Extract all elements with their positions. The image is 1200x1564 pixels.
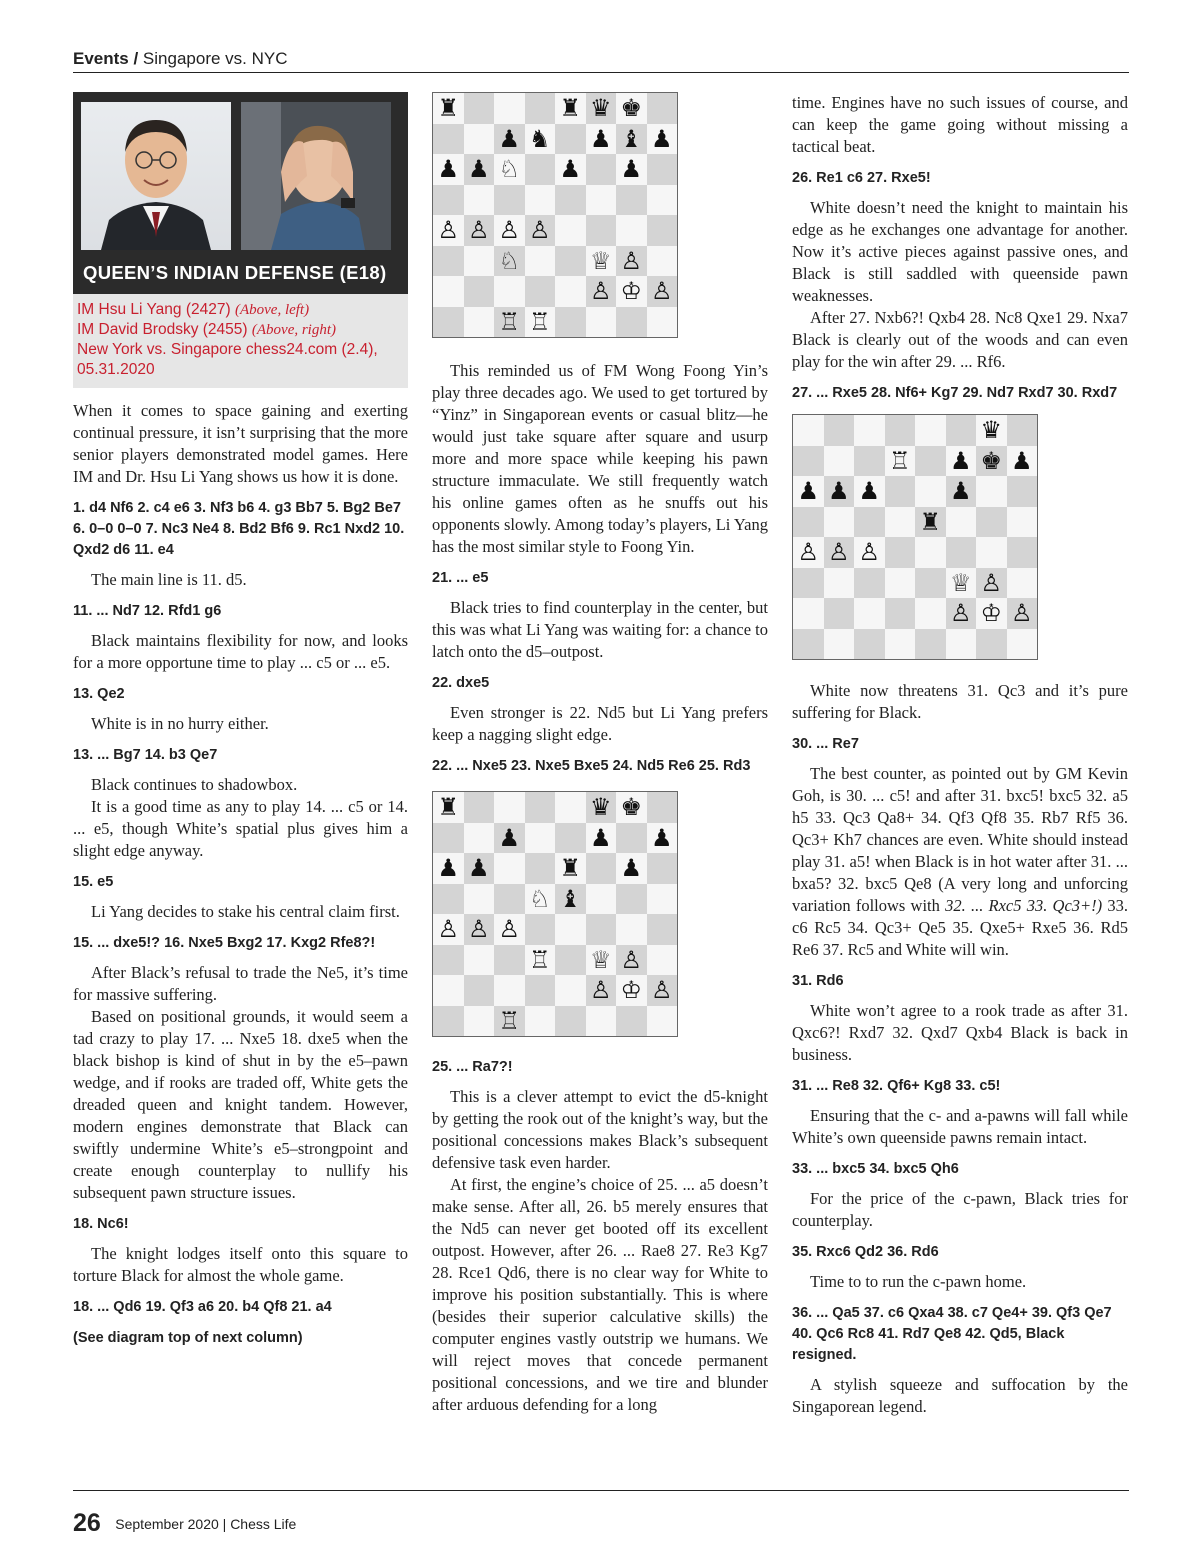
- black-pawn-icon: ♟: [555, 154, 586, 185]
- black-knight-icon: ♞: [525, 124, 556, 155]
- white-queen-icon: ♕: [586, 945, 617, 976]
- board-square: [586, 307, 617, 338]
- white-pawn-icon: ♙: [616, 945, 647, 976]
- board-square: [854, 629, 885, 660]
- move-text: 11. ... Nd7 12. Rfd1 g6: [73, 603, 222, 619]
- white-pawn-icon: ♙: [464, 215, 495, 246]
- board-square: [647, 853, 678, 884]
- black-pawn-icon: ♟: [647, 124, 678, 155]
- photo-hsu-li-yang: [81, 102, 231, 250]
- board-square: [793, 568, 824, 599]
- header-section: Events /: [73, 49, 139, 68]
- white-queen-icon: ♕: [946, 568, 977, 599]
- board-square: [1007, 415, 1038, 446]
- board-square: [616, 1006, 647, 1037]
- board-square: [525, 792, 556, 823]
- black-queen-icon: ♛: [976, 415, 1007, 446]
- board-square: [647, 215, 678, 246]
- board-square: [464, 276, 495, 307]
- move-text: 18. ... Qd6 19. Qf3 a6 20. b4 Qf8 21. a4: [73, 1299, 332, 1315]
- board-square: [885, 537, 916, 568]
- board-square: [824, 415, 855, 446]
- white-pawn-icon: ♙: [433, 914, 464, 945]
- board-square: [647, 792, 678, 823]
- black-rook-icon: ♜: [555, 93, 586, 124]
- board-square: [494, 884, 525, 915]
- black-pawn-icon: ♟: [824, 476, 855, 507]
- black-pawn-icon: ♟: [793, 476, 824, 507]
- board-square: [854, 446, 885, 477]
- board-square: [854, 415, 885, 446]
- board-square: [824, 598, 855, 629]
- board-square: [464, 307, 495, 338]
- board-square: [494, 945, 525, 976]
- board-square: [946, 629, 977, 660]
- variation-text-end: 33. c6 Rc5 34. Qc3+ Qe5 35. Qxe5+ Rxe5 36. Rd5 Re6 37. Rc5 and White will win.: [792, 896, 1129, 959]
- diagram-reference: (See diagram top of next column): [73, 1330, 303, 1346]
- board-square: [946, 415, 977, 446]
- chess-diagram-move-30: [792, 414, 1038, 660]
- board-square: [464, 792, 495, 823]
- board-square: [525, 823, 556, 854]
- white-pawn-icon: ♙: [525, 215, 556, 246]
- player-photo-panel: [73, 92, 408, 294]
- white-king-icon: ♔: [616, 276, 647, 307]
- board-square: [647, 914, 678, 945]
- variation-italic: 32. ... Rxc5 33. Qc3+!): [945, 896, 1103, 915]
- paragraph: time. Engines have no such issues of course, and can keep the game going without missing a tactical beat.: [792, 93, 1128, 156]
- black-king-icon: ♚: [616, 792, 647, 823]
- board-square: [1007, 568, 1038, 599]
- paragraph: Black tries to find counterplay in the center, but this was what Li Yang was waiting for: a chance to latch onto the d5–outpost.: [432, 598, 768, 661]
- board-square: [433, 945, 464, 976]
- black-pawn-icon: ♟: [586, 124, 617, 155]
- black-pawn-icon: ♟: [946, 476, 977, 507]
- black-pawn-icon: ♟: [494, 124, 525, 155]
- paragraph: After 27. Nxb6?! Qxb4 28. Nc8 Qxe1 29. Nxa7 Black is clearly out of the woods and can even play for the win after 29. ... Rf6.: [792, 308, 1128, 371]
- paragraph: Based on positional grounds, it would seem a tad crazy to play 17. ... Nxe5 18. dxe5 when the black bishop is kind of shut in by the e5–pawn wedge, and if rooks are traded off, White gets the dreaded queen and knight tandem. However, modern engines demonstrate that Black can swiftly undermine White’s e5–strongpoint and create enough counterplay to nullify his subsequent pawn structure issues.: [73, 1007, 408, 1202]
- paragraph: White now threatens 31. Qc3 and it’s pure suffering for Black.: [792, 681, 1128, 722]
- board-square: [555, 185, 586, 216]
- black-rook-icon: ♜: [433, 792, 464, 823]
- board-square: [494, 792, 525, 823]
- board-square: [464, 884, 495, 915]
- board-square: [433, 975, 464, 1006]
- board-square: [433, 185, 464, 216]
- board-square: [464, 945, 495, 976]
- board-square: [586, 215, 617, 246]
- black-rook-icon: ♜: [433, 93, 464, 124]
- white-knight-icon: ♘: [494, 246, 525, 277]
- board-square: [616, 307, 647, 338]
- white-king-icon: ♔: [616, 975, 647, 1006]
- board-square: [946, 537, 977, 568]
- board-square: [464, 823, 495, 854]
- board-square: [793, 415, 824, 446]
- page-footer: [73, 1490, 1129, 1538]
- black-pawn-icon: ♟: [854, 476, 885, 507]
- variation-text: The best counter, as pointed out by GM Kevin Goh, is 30. ... c5! and after 31. bxc5! bxc5 32. a5 h5 33. Qc3 Qa8+ 34. Qf3 Qf8 35. Rb7 Rf5 36. Qc3+ Kh7 chances are even. White should instead play 31. a5! when Black is in hot water after 31. ... bxa5? 32. bxc5 Qe8 (A very long and unforcing variation follows with: [792, 764, 1128, 915]
- board-square: [824, 507, 855, 538]
- paragraph: Even stronger is 22. Nd5 but Li Yang prefers keep a nagging slight edge.: [432, 703, 768, 744]
- move-text: 27. ... Rxe5 28. Nf6+ Kg7 29. Nd7 Rxd7 30. Rxd7: [792, 385, 1118, 401]
- board-square: [555, 975, 586, 1006]
- paragraph: A stylish squeeze and suffocation by the Singaporean legend.: [792, 1375, 1128, 1416]
- paragraph: Li Yang decides to stake his central claim first.: [91, 902, 400, 921]
- white-knight-icon: ♘: [525, 884, 556, 915]
- paragraph: Ensuring that the c- and a-pawns will fall while White’s own queenside pawns remain intact.: [792, 1106, 1128, 1147]
- move-text: 1. d4 Nf6 2. c4 e6 3. Nf3 b6 4. g3 Bb7 5. Bg2 Be7 6. 0–0 0–0 7. Nc3 Ne4 8. Bd2 Bf6 9. Rc1 Nxd2 10. Qxd2 d6 11. e4: [73, 500, 405, 558]
- board-square: [885, 476, 916, 507]
- board-square: [525, 185, 556, 216]
- board-square: [525, 154, 556, 185]
- white-pawn-icon: ♙: [946, 598, 977, 629]
- board-square: [586, 185, 617, 216]
- board-square: [586, 884, 617, 915]
- paragraph: White won’t agree to a rook trade as after 31. Qxc6?! Rxd7 32. Qxd7 Qxb4 Black is back in business.: [792, 1001, 1128, 1064]
- paragraph: This reminded us of FM Wong Foong Yin’s play three decades ago. We used to get tortured by “Yinz” in Singaporean events or casual blitz—he would just take square after square and usurp more and more space while keeping his pawn structure immaculate. We still frequently watch his online games often as he snuffs out his opponents slowly. Among today’s players, Li Yang has the most similar style to Foong Yin.: [432, 361, 768, 556]
- white-photo-note: (Above, left): [234, 302, 310, 318]
- black-queen-icon: ♛: [586, 792, 617, 823]
- move-text: 31. ... Re8 32. Qf6+ Kg8 33. c5!: [792, 1078, 1001, 1094]
- paragraph: Black maintains flexibility for now, and looks for a more opportune time to play ... c5 or ... e5.: [73, 631, 408, 672]
- board-square: [824, 568, 855, 599]
- black-pawn-icon: ♟: [433, 154, 464, 185]
- board-square: [464, 246, 495, 277]
- white-pawn-icon: ♙: [494, 215, 525, 246]
- page-number: 26: [73, 1509, 101, 1537]
- move-text: 13. ... Bg7 14. b3 Qe7: [73, 747, 218, 763]
- move-text: 13. Qe2: [73, 686, 125, 702]
- black-bishop-icon: ♝: [555, 884, 586, 915]
- board-square: [525, 853, 556, 884]
- board-square: [555, 823, 586, 854]
- board-square: [1007, 537, 1038, 568]
- white-rook-icon: ♖: [525, 945, 556, 976]
- board-square: [885, 507, 916, 538]
- move-text: 36. ... Qa5 37. c6 Qxa4 38. c7 Qe4+ 39. Qf3 Qe7 40. Qc6 Rc8 41. Rd7 Qe8 42. Qd5, Black resigned.: [792, 1305, 1112, 1363]
- paragraph: [792, 763, 1128, 961]
- move-text: 35. Rxc6 Qd2 36. Rd6: [792, 1244, 939, 1260]
- black-rook-icon: ♜: [915, 507, 946, 538]
- board-square: [433, 246, 464, 277]
- move-text: 21. ... e5: [432, 570, 489, 586]
- move-text: 30. ... Re7: [792, 736, 859, 752]
- black-player: IM David Brodsky (2455): [77, 321, 248, 338]
- board-square: [525, 1006, 556, 1037]
- black-king-icon: ♚: [616, 93, 647, 124]
- board-square: [647, 1006, 678, 1037]
- board-square: [555, 276, 586, 307]
- paragraph: White doesn’t need the knight to maintain his edge as he exchanges one advantage for another. Now it’s active pieces against passive ones, and Black is still saddled with queenside pawn weaknesses.: [792, 198, 1128, 305]
- board-square: [464, 93, 495, 124]
- paragraph: Black continues to shadowbox.: [91, 775, 298, 794]
- white-pawn-icon: ♙: [494, 914, 525, 945]
- board-square: [616, 215, 647, 246]
- white-pawn-icon: ♙: [586, 975, 617, 1006]
- move-text: 33. ... bxc5 34. bxc5 Qh6: [792, 1161, 959, 1177]
- board-square: [586, 154, 617, 185]
- move-text: 22. dxe5: [432, 675, 490, 691]
- board-square: [616, 884, 647, 915]
- black-king-icon: ♚: [976, 446, 1007, 477]
- column-3: [792, 92, 1128, 1418]
- board-square: [494, 853, 525, 884]
- white-king-icon: ♔: [976, 598, 1007, 629]
- board-square: [854, 507, 885, 538]
- white-player-line: [77, 300, 404, 320]
- move-text: 15. ... dxe5!? 16. Nxe5 Bxg2 17. Kxg2 Rfe8?!: [73, 935, 376, 951]
- white-rook-icon: ♖: [525, 307, 556, 338]
- board-square: [976, 476, 1007, 507]
- board-square: [525, 276, 556, 307]
- board-square: [433, 1006, 464, 1037]
- board-square: [616, 914, 647, 945]
- black-rook-icon: ♜: [555, 853, 586, 884]
- board-square: [586, 1006, 617, 1037]
- paragraph: Time to to run the c-pawn home.: [810, 1272, 1027, 1291]
- board-square: [616, 185, 647, 216]
- black-pawn-icon: ♟: [1007, 446, 1038, 477]
- board-square: [525, 246, 556, 277]
- chess-diagram-move-25: [432, 791, 678, 1037]
- black-pawn-icon: ♟: [647, 823, 678, 854]
- white-pawn-icon: ♙: [647, 276, 678, 307]
- white-pawn-icon: ♙: [1007, 598, 1038, 629]
- white-pawn-icon: ♙: [616, 246, 647, 277]
- game-header-info: [73, 294, 408, 388]
- board-square: [793, 507, 824, 538]
- board-square: [647, 307, 678, 338]
- white-pawn-icon: ♙: [464, 914, 495, 945]
- board-square: [885, 415, 916, 446]
- board-square: [525, 975, 556, 1006]
- board-square: [1007, 629, 1038, 660]
- move-text: 15. e5: [73, 874, 114, 890]
- chess-diagram-move-21: [432, 92, 678, 338]
- white-rook-icon: ♖: [885, 446, 916, 477]
- move-text: 25. ... Ra7?!: [432, 1059, 513, 1075]
- board-square: [976, 507, 1007, 538]
- paragraph: When it comes to space gaining and exerting continual pressure, it isn’t surprising that the more senior players demonstrated model games. Here IM and Dr. Hsu Li Yang shows us how it is done.: [73, 401, 408, 486]
- board-square: [586, 853, 617, 884]
- board-square: [854, 598, 885, 629]
- black-bishop-icon: ♝: [616, 124, 647, 155]
- board-square: [976, 629, 1007, 660]
- board-square: [464, 975, 495, 1006]
- board-square: [494, 93, 525, 124]
- board-square: [525, 914, 556, 945]
- paragraph: After Black’s refusal to trade the Ne5, it’s time for massive suffering.: [73, 963, 408, 1004]
- white-rook-icon: ♖: [494, 307, 525, 338]
- board-square: [824, 629, 855, 660]
- board-square: [433, 823, 464, 854]
- board-square: [433, 884, 464, 915]
- paragraph: White is in no hurry either.: [91, 714, 269, 733]
- board-square: [494, 975, 525, 1006]
- board-square: [647, 185, 678, 216]
- board-square: [555, 124, 586, 155]
- board-square: [647, 154, 678, 185]
- black-pawn-icon: ♟: [616, 853, 647, 884]
- white-rook-icon: ♖: [494, 1006, 525, 1037]
- board-square: [464, 185, 495, 216]
- black-pawn-icon: ♟: [946, 446, 977, 477]
- black-pawn-icon: ♟: [494, 823, 525, 854]
- board-square: [976, 537, 1007, 568]
- board-square: [616, 823, 647, 854]
- paragraph: At first, the engine’s choice of 25. ... a5 doesn’t make sense. After all, 26. b5 merely ensures that the Nd5 can never get booted off its excellent outpost. However, after 26. ... Rae8 27. Re3 Kg7 28. Rce1 Qd6, there is no clear way for White to improve his position substantially. This is where (besides their superior calculative skills) the computer engines vastly outstrip we humans. We will reject moves that concede permanent positional concessions, and we tire and blunder after arduous defending for a long: [432, 1175, 768, 1414]
- column-2: [432, 92, 768, 1416]
- board-square: [915, 415, 946, 446]
- board-square: [915, 629, 946, 660]
- board-square: [915, 446, 946, 477]
- paragraph: This is a clever attempt to evict the d5-knight by getting the rook out of the knight’s way, but the positional concessions makes Black’s subsequent defensive task even harder.: [432, 1087, 768, 1172]
- paragraph: It is a good time as any to play 14. ... c5 or 14. ... e5, though White’s spatial plus gives him a slight edge anyway.: [73, 797, 408, 860]
- board-square: [915, 537, 946, 568]
- board-square: [885, 568, 916, 599]
- black-pawn-icon: ♟: [464, 154, 495, 185]
- black-photo-note: (Above, right): [251, 322, 337, 338]
- white-pawn-icon: ♙: [647, 975, 678, 1006]
- board-square: [1007, 507, 1038, 538]
- board-square: [793, 446, 824, 477]
- board-square: [647, 93, 678, 124]
- move-text: 22. ... Nxe5 23. Nxe5 Bxe5 24. Nd5 Re6 25. Rd3: [432, 758, 751, 774]
- board-square: [464, 124, 495, 155]
- publication-info: September 2020 | Chess Life: [115, 1515, 297, 1532]
- white-knight-icon: ♘: [494, 154, 525, 185]
- black-pawn-icon: ♟: [616, 154, 647, 185]
- board-square: [433, 307, 464, 338]
- black-pawn-icon: ♟: [586, 823, 617, 854]
- column-1: [73, 92, 408, 1357]
- move-text: 31. Rd6: [792, 973, 844, 989]
- board-square: [494, 276, 525, 307]
- black-queen-icon: ♛: [586, 93, 617, 124]
- event-line-2: 05.31.2020: [77, 361, 155, 378]
- board-square: [915, 476, 946, 507]
- white-pawn-icon: ♙: [824, 537, 855, 568]
- board-square: [885, 598, 916, 629]
- paragraph: The knight lodges itself onto this square to torture Black for almost the whole game.: [73, 1244, 408, 1285]
- board-square: [647, 246, 678, 277]
- board-square: [555, 246, 586, 277]
- board-square: [824, 446, 855, 477]
- white-pawn-icon: ♙: [854, 537, 885, 568]
- paragraph: For the price of the c-pawn, Black tries for counterplay.: [792, 1189, 1128, 1230]
- white-pawn-icon: ♙: [976, 568, 1007, 599]
- event-line-1: New York vs. Singapore chess24.com (2.4),: [77, 341, 378, 358]
- board-square: [793, 629, 824, 660]
- white-queen-icon: ♕: [586, 246, 617, 277]
- board-square: [433, 276, 464, 307]
- board-square: [854, 568, 885, 599]
- board-square: [555, 1006, 586, 1037]
- board-square: [586, 914, 617, 945]
- white-player: IM Hsu Li Yang (2427): [77, 301, 231, 318]
- board-square: [555, 307, 586, 338]
- board-square: [555, 914, 586, 945]
- board-square: [915, 568, 946, 599]
- black-pawn-icon: ♟: [433, 853, 464, 884]
- photo-david-brodsky: [241, 102, 391, 250]
- header-subtitle: Singapore vs. NYC: [138, 49, 288, 68]
- black-player-line: [77, 320, 404, 340]
- white-pawn-icon: ♙: [793, 537, 824, 568]
- white-pawn-icon: ♙: [433, 215, 464, 246]
- move-text: 18. Nc6!: [73, 1216, 129, 1232]
- move-text: 26. Re1 c6 27. Rxe5!: [792, 170, 931, 186]
- board-square: [555, 792, 586, 823]
- board-square: [885, 629, 916, 660]
- board-square: [1007, 476, 1038, 507]
- running-header: [73, 48, 1129, 73]
- board-square: [647, 884, 678, 915]
- black-pawn-icon: ♟: [464, 853, 495, 884]
- board-square: [647, 945, 678, 976]
- board-square: [464, 1006, 495, 1037]
- paragraph: The main line is 11. d5.: [91, 570, 247, 589]
- board-square: [433, 124, 464, 155]
- board-square: [525, 93, 556, 124]
- board-square: [494, 185, 525, 216]
- board-square: [793, 598, 824, 629]
- board-square: [555, 215, 586, 246]
- opening-title: QUEEN’S INDIAN DEFENSE (E18): [83, 262, 387, 283]
- board-square: [915, 598, 946, 629]
- white-pawn-icon: ♙: [586, 276, 617, 307]
- board-square: [946, 507, 977, 538]
- board-square: [555, 945, 586, 976]
